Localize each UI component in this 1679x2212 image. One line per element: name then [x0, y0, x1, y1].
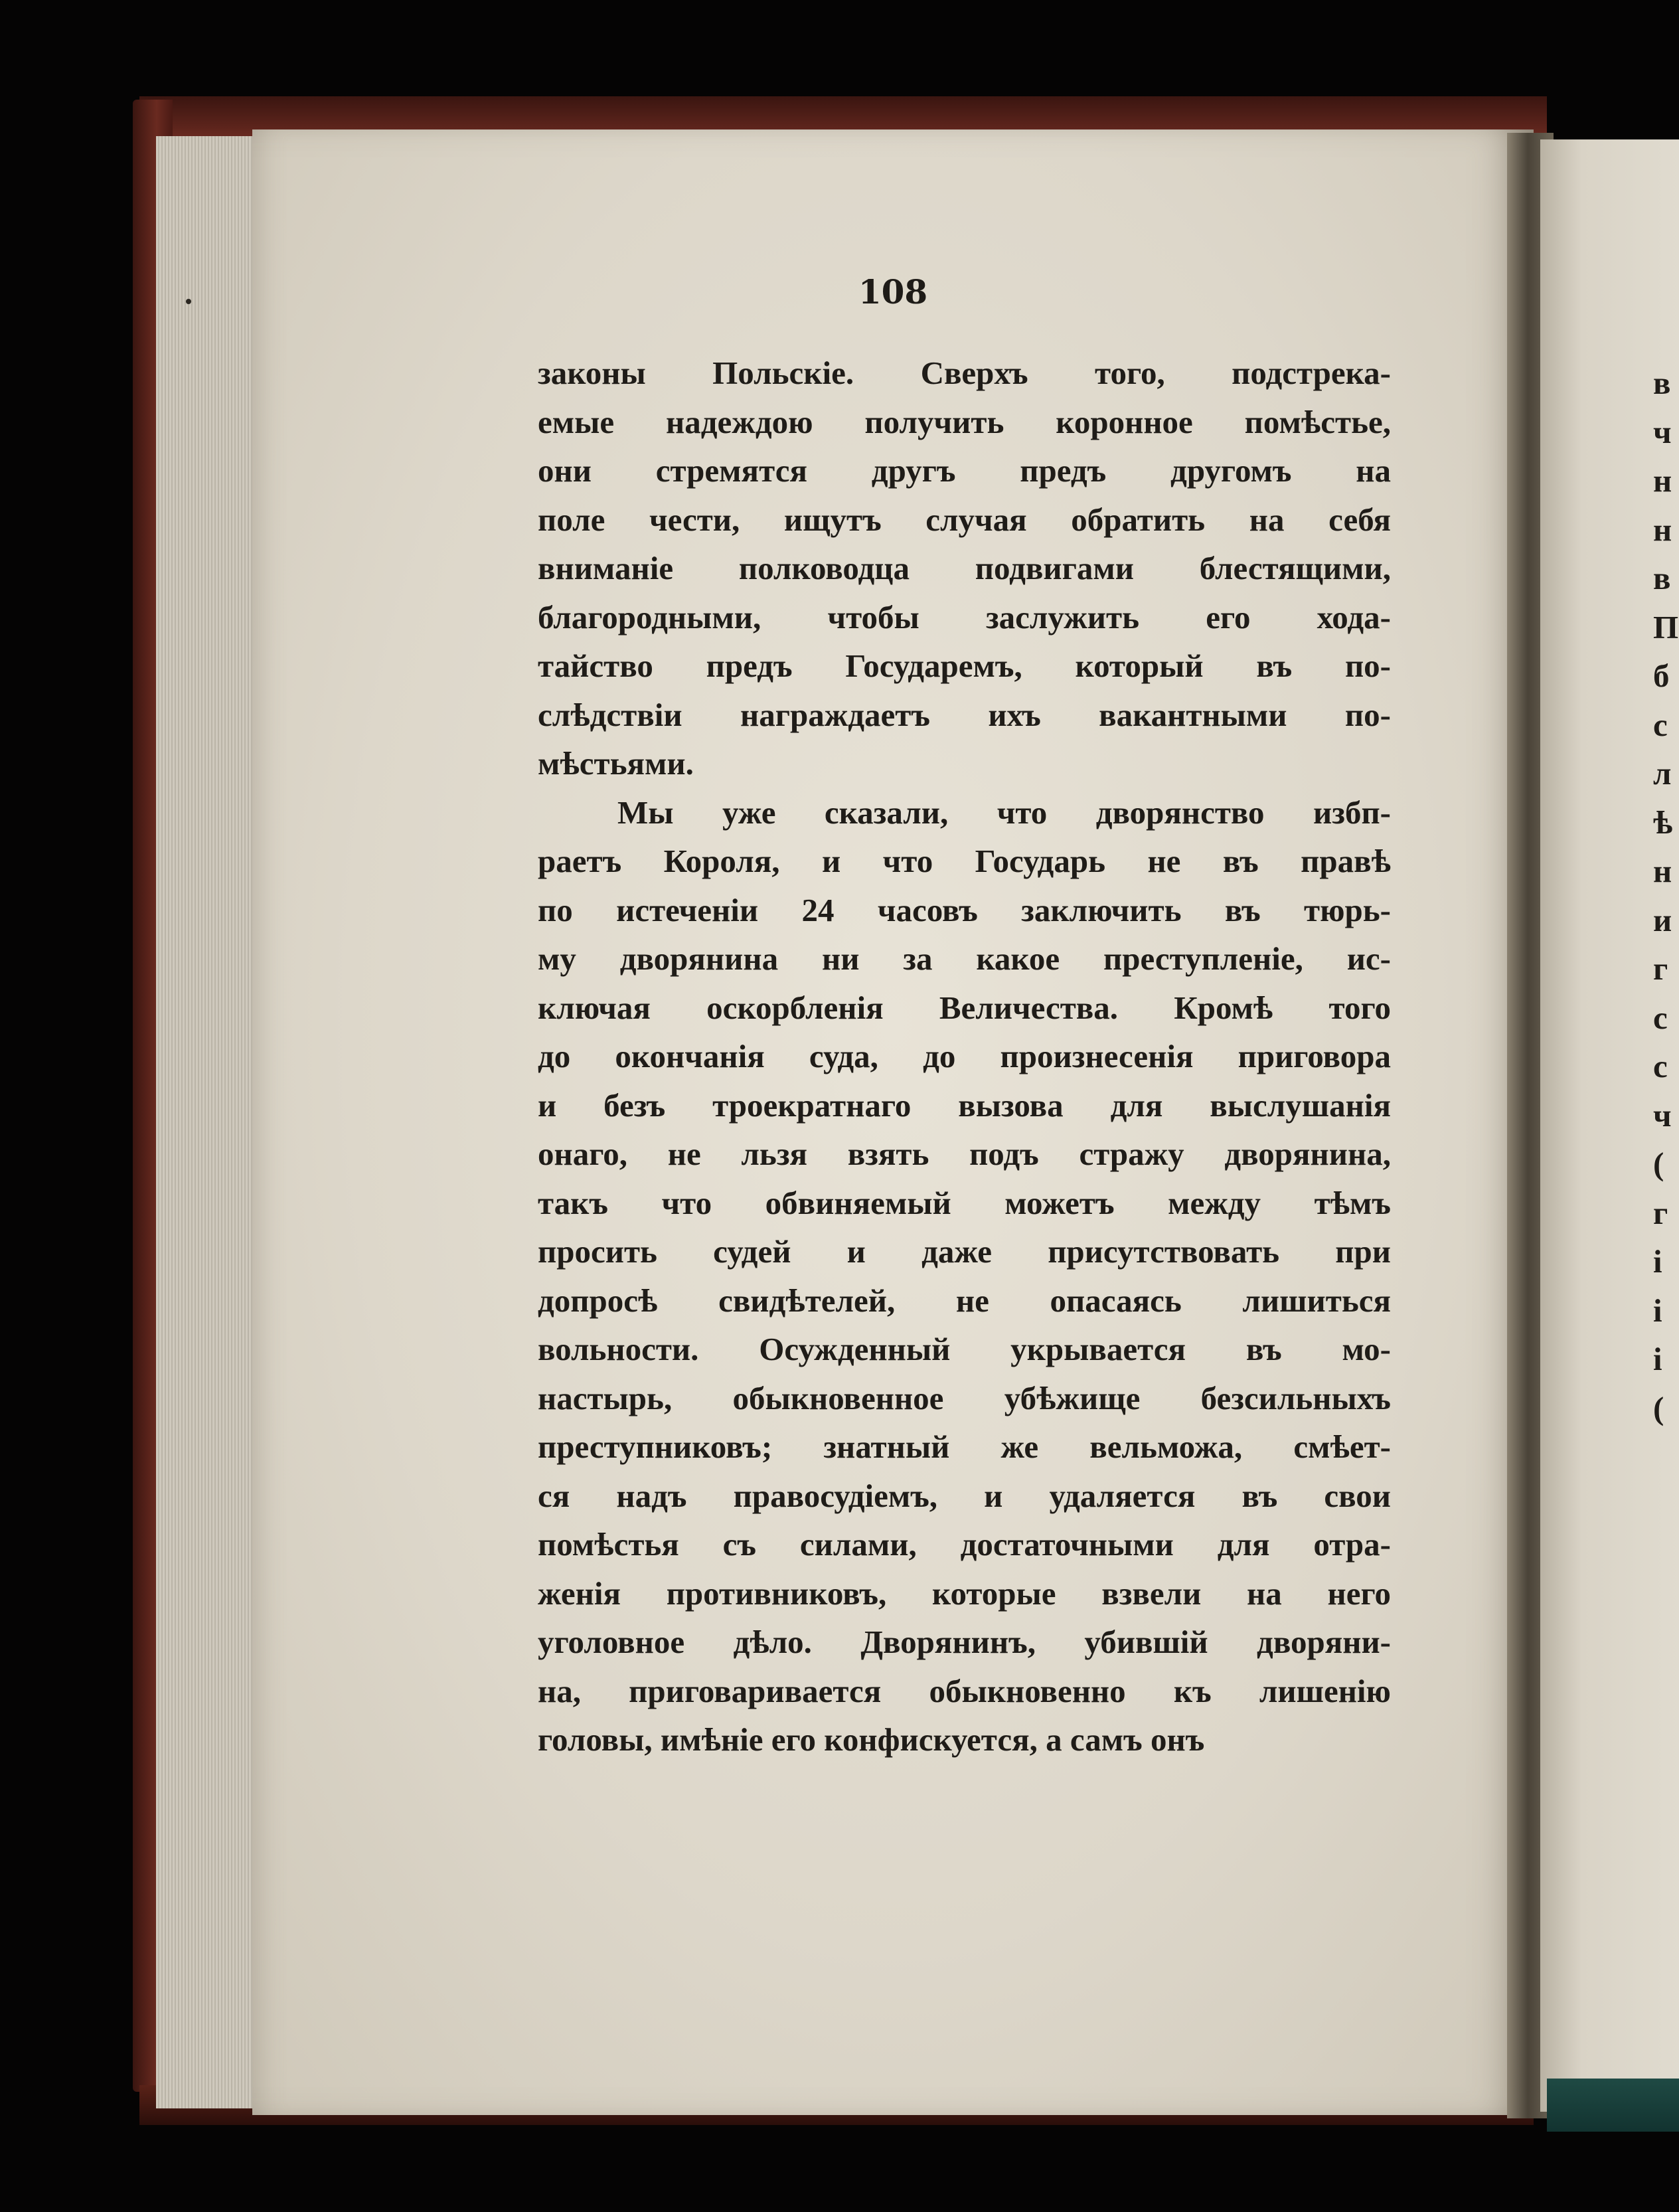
facing-page-letter: г: [1653, 1194, 1668, 1231]
text-line: до окончанія суда, до произнесенія приговора: [538, 1038, 1391, 1074]
text-line: по истеченіи 24 часовъ заключить въ тюрь-: [538, 891, 1391, 928]
text-line: онаго, не льзя взять подъ стражу дворянина,: [538, 1136, 1391, 1172]
right-page-edge-text: [1653, 359, 1678, 1482]
page-speck: [186, 299, 191, 304]
text-line: поле чести, ищутъ случая обратить на себя: [538, 501, 1391, 538]
text-line: они стремятся другъ предъ другомъ на: [538, 452, 1391, 489]
page-text: [538, 349, 1391, 1764]
text-line: ся надъ правосудіемъ, и удаляется въ свои: [538, 1477, 1391, 1514]
text-line: головы, имѣніе его конфискуется, а самъ онъ: [538, 1721, 1205, 1758]
text-line: преступниковъ; знатный же вельможа, смѣет-: [538, 1428, 1391, 1465]
text-line: помѣстья съ силами, достаточными для отра-: [538, 1526, 1391, 1563]
facing-page-letter: (: [1653, 1146, 1664, 1182]
facing-page-letter: с: [1653, 706, 1668, 743]
text-line: просить судей и даже присутствовать при: [538, 1233, 1391, 1270]
facing-page-letter: н: [1653, 462, 1672, 499]
facing-page-letter: ч: [1653, 1096, 1672, 1134]
facing-page-letter: ч: [1653, 413, 1672, 450]
paragraph-1: [538, 349, 1391, 788]
facing-page-letter: с: [1653, 999, 1668, 1036]
text-line: уголовное дѣло. Дворянинъ, убившій дворяни-: [538, 1624, 1391, 1660]
facing-page-letter: и: [1653, 901, 1672, 938]
facing-page-letter: н: [1653, 853, 1672, 889]
text-line: му дворянина ни за какое преступленіе, ис-: [538, 940, 1391, 977]
text-line: на, приговаривается обыкновенно къ лишенію: [538, 1672, 1391, 1709]
facing-page-letter: [1653, 1432, 1678, 1482]
facing-page-letter: н: [1653, 511, 1672, 548]
facing-page-letter: с: [1653, 1048, 1668, 1084]
paragraph-2: [538, 788, 1391, 1764]
text-line: благородными, чтобы заслужить его хода-: [538, 598, 1391, 636]
text-line: тайство предъ Государемъ, который въ по-: [538, 647, 1391, 684]
facing-page-letter: в: [1653, 365, 1671, 401]
facing-page-letter: (: [1653, 1389, 1664, 1426]
text-line: такъ что обвиняемый можетъ между тѣмъ: [538, 1184, 1391, 1221]
text-line: вниманіе полководца подвигами блестящими,: [538, 550, 1391, 586]
text-line: допросѣ свидѣтелей, не опасаясь лишиться: [538, 1282, 1391, 1319]
facing-page-letter: г: [1653, 950, 1668, 987]
facing-page-letter: ѣ: [1653, 804, 1673, 841]
text-line: Мы уже сказали, что дворянство избп-: [617, 794, 1391, 831]
text-line: и безъ троекратнаго вызова для выслушанія: [538, 1086, 1391, 1124]
text-line: вольности. Осужденный укрывается въ мо-: [538, 1331, 1391, 1367]
page-number: 108: [858, 272, 928, 311]
text-line: емые надеждою получить коронное помѣстье,: [538, 403, 1391, 440]
facing-page-letter: л: [1653, 755, 1672, 792]
text-line: раетъ Короля, и что Государь не въ правѣ: [538, 843, 1391, 879]
facing-page-letter: і: [1653, 1341, 1662, 1377]
text-line: женія противниковъ, которые взвели на него: [538, 1574, 1391, 1612]
book-cover-right: [1547, 2079, 1679, 2132]
facing-page-letter: і: [1653, 1243, 1662, 1280]
facing-page-letter: і: [1653, 1292, 1662, 1329]
text-line: ключая оскорбленія Величества. Кромѣ того: [538, 989, 1391, 1026]
text-line: мѣстьями.: [538, 745, 694, 782]
facing-page-letter: в: [1653, 560, 1671, 596]
text-line: слѣдствіи награждаетъ ихъ вакантными по-: [538, 696, 1391, 733]
right-page: [1540, 139, 1679, 2112]
left-page: [252, 129, 1534, 2115]
text-line: настырь, обыкновенное убѣжище безсильныхъ: [538, 1379, 1391, 1416]
text-line: законы Польскіе. Сверхъ того, подстрека-: [538, 355, 1391, 391]
facing-page-letter: П: [1653, 608, 1679, 645]
facing-page-letter: б: [1653, 657, 1670, 694]
page-edges: [156, 136, 262, 2108]
